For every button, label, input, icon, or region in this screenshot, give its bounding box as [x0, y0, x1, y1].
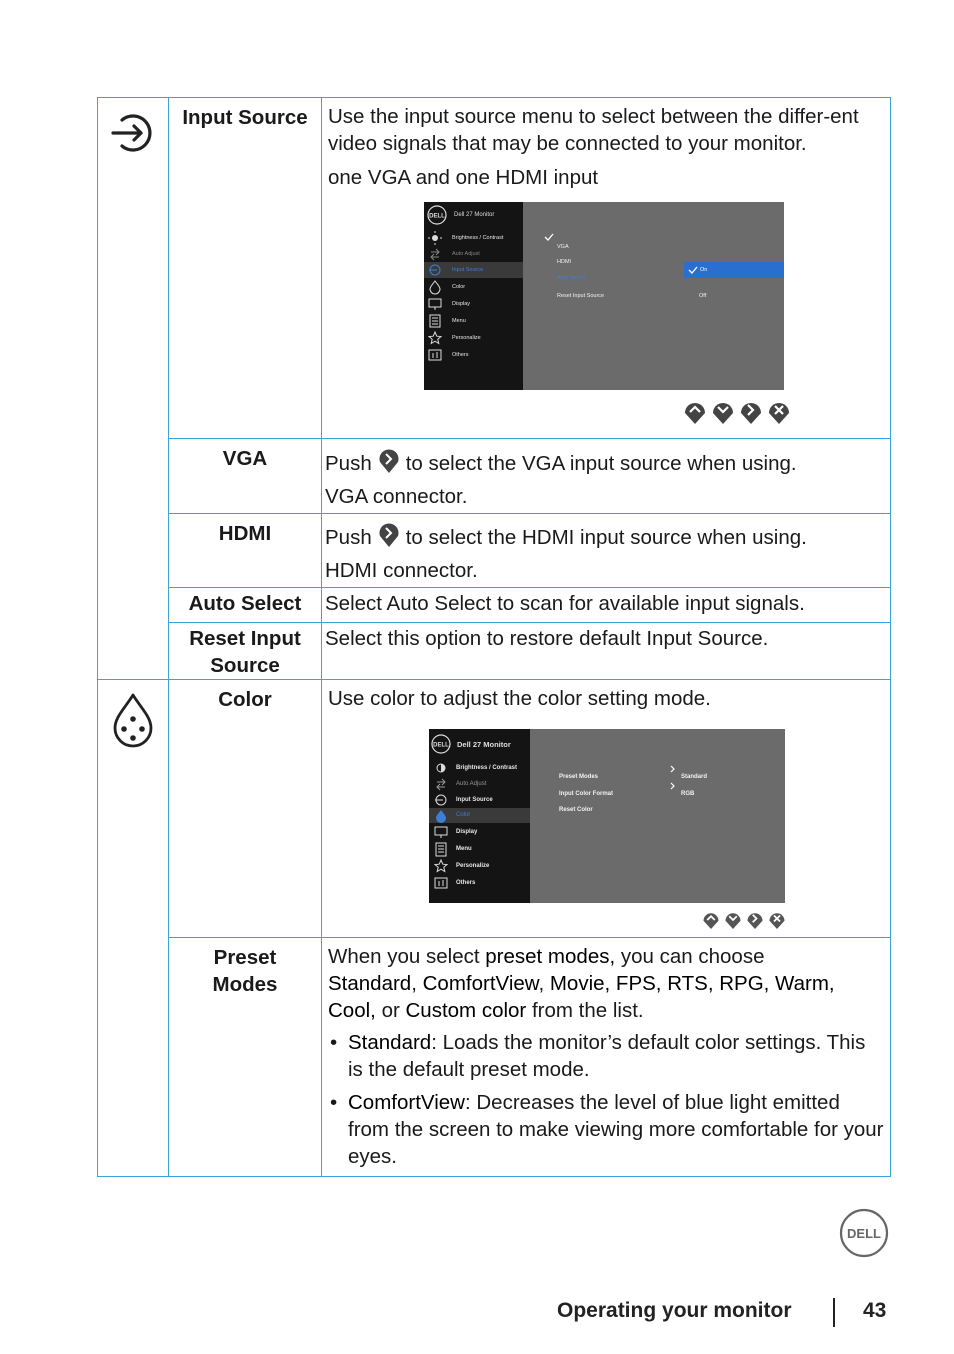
color-small-icon: [424, 279, 452, 295]
footer-title: Operating your monitor: [557, 1299, 792, 1322]
chevron-right-icon: [670, 782, 676, 790]
osd-menu-color[interactable]: Color: [429, 808, 530, 823]
dell-logo-icon: [431, 734, 451, 754]
others-icon: [429, 875, 456, 892]
color-desc: Use color to adjust the color setting mode.: [328, 687, 711, 710]
menu-small-icon: [429, 841, 456, 858]
close-icon[interactable]: [768, 910, 786, 930]
row-reset-input-source: [98, 623, 891, 680]
osd-brand: DELL Dell 27 Monitor: [431, 734, 511, 754]
row-auto-select: [98, 588, 891, 623]
osd-nav-buttons: [702, 910, 786, 930]
osd-sub-hdmi[interactable]: HDMI: [557, 259, 572, 265]
preset-modes-description: [322, 938, 891, 1177]
right-arrow-icon[interactable]: [739, 399, 763, 425]
osd-menu-input-source[interactable]: Input Source: [424, 262, 523, 278]
right-button-icon: [378, 521, 400, 548]
row-input-source: [98, 98, 891, 439]
check-icon: [544, 233, 554, 241]
color-figure: [328, 719, 884, 934]
osd-menu-display[interactable]: Display: [424, 296, 523, 312]
chevron-right-icon: [670, 765, 676, 773]
hdmi-description: Push to select the HDMI input source when using. HDMI connector.: [322, 514, 891, 588]
menu-small-icon: [424, 313, 452, 329]
vga-description: Push to select the VGA input source when using. VGA connector.: [322, 439, 891, 514]
preset-comfortview-bullet: • ComfortView: Decreases the level of blue light emitted from the screen to make viewing more comfortable for your eyes.: [330, 1091, 884, 1168]
color-icon-cell: [98, 680, 169, 1177]
osd-menu-auto-adjust[interactable]: Auto Adjust: [429, 776, 530, 792]
star-icon: [429, 858, 456, 875]
osd-menu-brightness[interactable]: Brightness / Contrast: [429, 760, 530, 776]
osd-screenshot-color: [429, 729, 785, 903]
svg-text:DELL: DELL: [429, 213, 445, 220]
preset-modes-intro: When you select preset modes, you can choose Standard, ComfortView, Movie, FPS, RTS, RPG, Warm, Cool, or Custom color from the list.: [328, 945, 835, 1022]
osd-value-standard[interactable]: Standard: [681, 774, 708, 780]
input-source-icon: [108, 108, 158, 158]
svg-text:DELL: DELL: [433, 742, 449, 749]
input-source-desc1: Use the input source menu to select between the differ-ent video signals that may be connected to your monitor.: [328, 105, 859, 155]
dell-logo-icon: [427, 205, 447, 225]
reset-input-description: Select this option to restore default Input Source.: [322, 623, 891, 680]
osd-menu-auto-adjust[interactable]: Auto Adjust: [424, 246, 523, 262]
star-icon: [424, 330, 452, 346]
page-number: 43: [863, 1299, 887, 1322]
input-source-icon-cell: [98, 98, 169, 680]
check-icon: [684, 266, 700, 274]
color-label: Color: [169, 680, 322, 938]
footer-divider: [833, 1298, 835, 1327]
auto-adjust-icon: [429, 776, 456, 792]
preset-standard-bullet: • Standard: Loads the monitor’s default color settings. This is the default preset mode.: [330, 1031, 866, 1081]
osd-menu-menu[interactable]: Menu: [424, 313, 523, 329]
reset-input-label: Reset Input Source: [169, 623, 322, 680]
color-small-icon: [429, 808, 456, 823]
input-source-figure: [328, 198, 884, 438]
osd-sub-reset-color[interactable]: Reset Color: [559, 807, 593, 813]
svg-text:DELL: DELL: [847, 1226, 881, 1241]
up-arrow-icon[interactable]: [702, 910, 720, 930]
down-arrow-icon[interactable]: [711, 399, 735, 425]
input-source-description: [322, 98, 891, 439]
osd-sub-input-color-format[interactable]: Input Color Format: [559, 791, 613, 797]
display-small-icon: [429, 824, 456, 841]
osd-brand: DELL Dell 27 Monitor: [427, 205, 494, 225]
up-arrow-icon[interactable]: [683, 399, 707, 425]
hdmi-label: HDMI: [169, 514, 322, 588]
color-description: [322, 680, 891, 938]
vga-label: VGA: [169, 439, 322, 514]
auto-adjust-icon: [424, 246, 452, 262]
osd-sub-vga[interactable]: VGA: [557, 244, 569, 250]
color-icon: [111, 692, 155, 750]
settings-table: [97, 97, 891, 1177]
osd-menu-display[interactable]: Display: [429, 824, 530, 841]
osd-menu-color[interactable]: Color: [424, 279, 523, 295]
osd-menu-input-source[interactable]: Input Source: [429, 792, 530, 808]
preset-modes-label: Preset Modes: [169, 938, 322, 1177]
down-arrow-icon[interactable]: [724, 910, 742, 930]
osd-sub-auto-select[interactable]: Auto Select: [557, 275, 586, 281]
others-icon: [424, 347, 452, 363]
input-source-desc2: one VGA and one HDMI input: [328, 166, 599, 189]
osd-nav-buttons: [683, 399, 791, 425]
osd-sub-reset[interactable]: Reset Input Source: [557, 293, 605, 299]
close-icon[interactable]: [767, 399, 791, 425]
right-button-icon: [378, 447, 400, 474]
input-source-small-icon: [424, 262, 452, 278]
display-small-icon: [424, 296, 452, 312]
osd-menu-personalize[interactable]: Personalize: [429, 858, 530, 875]
row-hdmi: [98, 514, 891, 588]
osd-menu-others[interactable]: Others: [424, 347, 523, 363]
osd-sub-preset-modes[interactable]: Preset Modes: [559, 774, 599, 780]
osd-menu-menu[interactable]: Menu: [429, 841, 530, 858]
osd-value-on[interactable]: On: [684, 262, 784, 278]
dell-logo: [839, 1208, 889, 1258]
row-vga: [98, 439, 891, 514]
osd-menu-others[interactable]: Others: [429, 875, 530, 892]
row-preset-modes: [98, 938, 891, 1177]
osd-value-off[interactable]: Off: [699, 293, 707, 299]
osd-menu-brightness[interactable]: Brightness / Contrast: [424, 230, 523, 246]
row-color: [98, 680, 891, 938]
brightness-icon: [429, 760, 456, 776]
right-arrow-icon[interactable]: [746, 910, 764, 930]
auto-select-description: Select Auto Select to scan for available input signals.: [322, 588, 891, 623]
input-source-small-icon: [429, 792, 456, 808]
sun-icon: [424, 230, 452, 246]
auto-select-label: Auto Select: [169, 588, 322, 623]
osd-screenshot-input: [424, 202, 784, 390]
osd-menu-personalize[interactable]: Personalize: [424, 330, 523, 346]
osd-value-rgb[interactable]: RGB: [681, 791, 695, 797]
input-source-label: Input Source: [169, 98, 322, 439]
